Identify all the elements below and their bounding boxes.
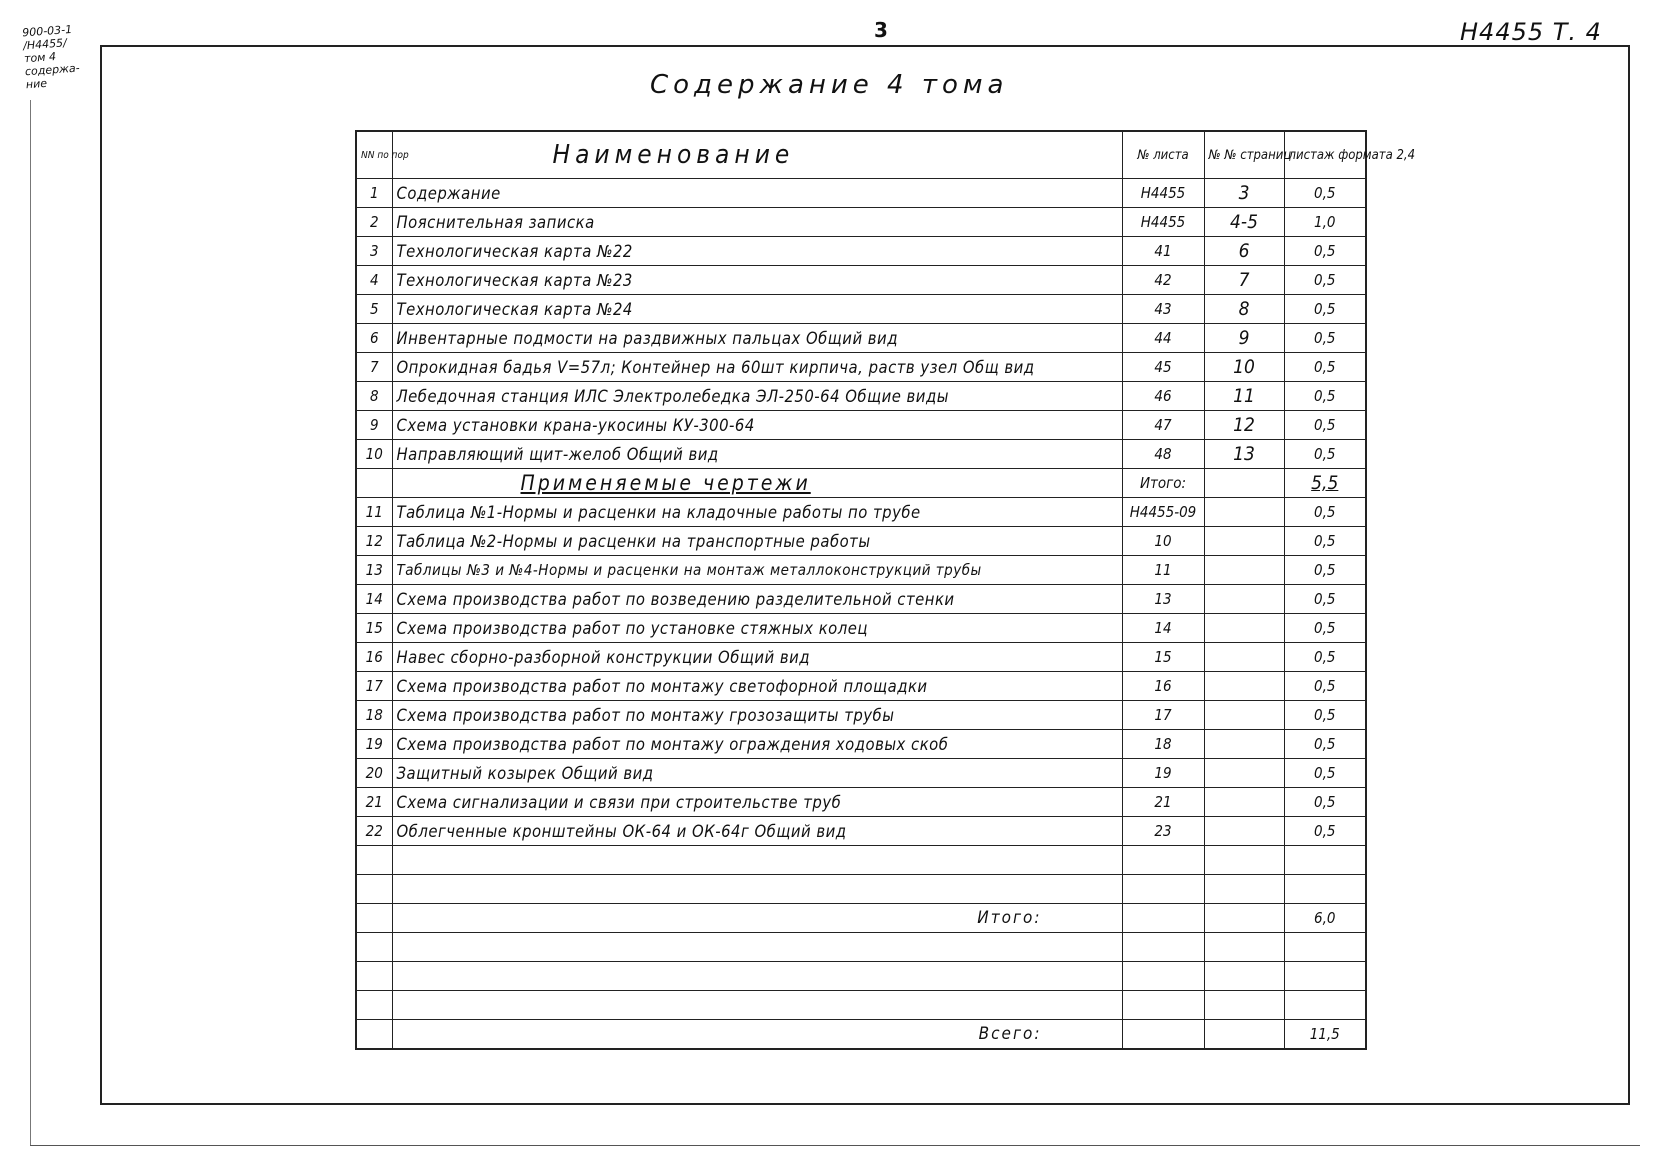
row-name: Инвентарные подмости на раздвижных пальцах Общий вид xyxy=(392,324,1122,353)
empty-row xyxy=(356,875,1366,904)
table-row xyxy=(356,759,1366,788)
row-sheet: 41 xyxy=(1122,237,1204,266)
row-pages: 13 xyxy=(1204,440,1284,469)
row-name: Схема установки крана-укосины КУ-300-64 xyxy=(392,411,1122,440)
table-row xyxy=(356,324,1366,353)
row-sheet: 11 xyxy=(1122,556,1204,585)
row-number: 10 xyxy=(356,440,392,469)
row-number: 14 xyxy=(356,585,392,614)
row-format: 0,5 xyxy=(1284,382,1366,411)
table-row xyxy=(356,498,1366,527)
table-row xyxy=(356,672,1366,701)
row-sheet: 42 xyxy=(1122,266,1204,295)
contents-table xyxy=(355,130,1416,1050)
row-name: Направляющий щит-желоб Общий вид xyxy=(392,440,1122,469)
row-pages: 8 xyxy=(1204,295,1284,324)
row-format: 0,5 xyxy=(1284,353,1366,382)
row-number: 6 xyxy=(356,324,392,353)
row-sheet: 21 xyxy=(1122,788,1204,817)
row-pages xyxy=(1204,585,1284,614)
row-number: 11 xyxy=(356,498,392,527)
row-name: Технологическая карта №23 xyxy=(392,266,1122,295)
table-row xyxy=(356,440,1366,469)
table-row xyxy=(356,411,1366,440)
row-pages xyxy=(1204,556,1284,585)
row-format: 0,5 xyxy=(1284,266,1366,295)
row-sheet: Н4455-09 xyxy=(1122,498,1204,527)
row-name: Таблица №2-Нормы и расценки на транспортные работы xyxy=(392,527,1122,556)
row-pages xyxy=(1204,730,1284,759)
margin-stamp xyxy=(22,22,92,91)
table-row xyxy=(356,295,1366,324)
row-format: 1,0 xyxy=(1284,208,1366,237)
row-number: 12 xyxy=(356,527,392,556)
margin-stamp-line: 900-03-1 xyxy=(21,22,73,40)
header-pages: № № страниц xyxy=(1204,131,1284,179)
subtotal-value: 5,5 xyxy=(1284,469,1366,498)
row-number: 3 xyxy=(356,237,392,266)
row-name: Навес сборно-разборной конструкции Общий вид xyxy=(392,643,1122,672)
empty-cell xyxy=(356,469,392,498)
table-row xyxy=(356,208,1366,237)
row-format: 0,5 xyxy=(1284,730,1366,759)
row-pages: 9 xyxy=(1204,324,1284,353)
row-name: Схема производства работ по монтажу грозозащиты трубы xyxy=(392,701,1122,730)
row-number: 16 xyxy=(356,643,392,672)
row-sheet: 10 xyxy=(1122,527,1204,556)
row-format: 0,5 xyxy=(1284,817,1366,846)
applied-drawings-heading: Применяемые чертежи xyxy=(392,469,1122,498)
row-format: 0,5 xyxy=(1284,672,1366,701)
row-number: 5 xyxy=(356,295,392,324)
row-sheet: 23 xyxy=(1122,817,1204,846)
row-number: 20 xyxy=(356,759,392,788)
row-pages xyxy=(1204,498,1284,527)
empty-cell xyxy=(1204,1020,1284,1050)
empty-cell xyxy=(356,1020,392,1050)
total-label: Всего: xyxy=(392,1020,1122,1050)
row-number: 1 xyxy=(356,179,392,208)
row-pages xyxy=(1204,527,1284,556)
row-sheet: 16 xyxy=(1122,672,1204,701)
total-value: 11,5 xyxy=(1284,1020,1366,1050)
row-sheet: 46 xyxy=(1122,382,1204,411)
row-pages: 6 xyxy=(1204,237,1284,266)
row-sheet: 18 xyxy=(1122,730,1204,759)
row-format: 0,5 xyxy=(1284,556,1366,585)
row-pages xyxy=(1204,643,1284,672)
row-pages xyxy=(1204,788,1284,817)
header-format: листаж формата 2,4 xyxy=(1284,131,1366,179)
row-sheet: 44 xyxy=(1122,324,1204,353)
margin-stamp-line: /Н4455/ xyxy=(22,36,68,53)
row-sheet: 17 xyxy=(1122,701,1204,730)
header-sheet: № листа xyxy=(1122,131,1204,179)
row-number: 22 xyxy=(356,817,392,846)
row-number: 13 xyxy=(356,556,392,585)
table-row xyxy=(356,585,1366,614)
margin-stamp-line: том 4 xyxy=(23,50,57,66)
row-sheet: 13 xyxy=(1122,585,1204,614)
row-sheet: 15 xyxy=(1122,643,1204,672)
row-sheet: 14 xyxy=(1122,614,1204,643)
empty-cell xyxy=(1204,469,1284,498)
row-format: 0,5 xyxy=(1284,759,1366,788)
row-format: 0,5 xyxy=(1284,788,1366,817)
row-name: Схема производства работ по установке стяжных колец xyxy=(392,614,1122,643)
row-name: Защитный козырек Общий вид xyxy=(392,759,1122,788)
row-pages: 7 xyxy=(1204,266,1284,295)
empty-row xyxy=(356,933,1366,962)
row-format: 0,5 xyxy=(1284,701,1366,730)
table-row xyxy=(356,382,1366,411)
table-row xyxy=(356,556,1366,585)
row-format: 0,5 xyxy=(1284,498,1366,527)
row-name: Содержание xyxy=(392,179,1122,208)
total-row xyxy=(356,1020,1366,1050)
row-pages: 11 xyxy=(1204,382,1284,411)
table-row xyxy=(356,701,1366,730)
row-number: 21 xyxy=(356,788,392,817)
table-header-row xyxy=(356,131,1366,179)
row-pages: 10 xyxy=(1204,353,1284,382)
table-row xyxy=(356,179,1366,208)
subtotal-row xyxy=(356,904,1366,933)
row-number: 9 xyxy=(356,411,392,440)
row-pages xyxy=(1204,817,1284,846)
empty-cell xyxy=(1122,904,1204,933)
header-number: NN по пор xyxy=(356,131,392,179)
page-number: 3 xyxy=(874,18,888,42)
row-name: Схема производства работ по монтажу ограждения ходовых скоб xyxy=(392,730,1122,759)
empty-row xyxy=(356,962,1366,991)
table-body xyxy=(356,179,1366,1050)
row-number: 15 xyxy=(356,614,392,643)
row-pages xyxy=(1204,701,1284,730)
subtotal-label: Итого: xyxy=(392,904,1122,933)
row-number: 4 xyxy=(356,266,392,295)
row-number: 17 xyxy=(356,672,392,701)
row-number: 8 xyxy=(356,382,392,411)
row-format: 0,5 xyxy=(1284,614,1366,643)
row-name: Схема производства работ по монтажу светофорной площадки xyxy=(392,672,1122,701)
outer-border-left xyxy=(30,100,31,1145)
empty-cell xyxy=(1122,1020,1204,1050)
table-row xyxy=(356,643,1366,672)
row-pages: 3 xyxy=(1204,179,1284,208)
row-name: Таблица №1-Нормы и расценки на кладочные работы по трубе xyxy=(392,498,1122,527)
row-name: Опрокидная бадья V=57л; Контейнер на 60шт кирпича, раств узел Общ вид xyxy=(392,353,1122,382)
row-sheet: 19 xyxy=(1122,759,1204,788)
document-title: Содержание 4 тома xyxy=(650,70,1009,100)
table-row xyxy=(356,266,1366,295)
empty-row xyxy=(356,991,1366,1020)
row-number: 18 xyxy=(356,701,392,730)
row-pages xyxy=(1204,672,1284,701)
table-row xyxy=(356,353,1366,382)
row-name: Облегченные кронштейны ОК-64 и ОК-64г Общий вид xyxy=(392,817,1122,846)
subtotal-value: 6,0 xyxy=(1284,904,1366,933)
row-name: Технологическая карта №22 xyxy=(392,237,1122,266)
row-sheet: 43 xyxy=(1122,295,1204,324)
row-sheet: Н4455 xyxy=(1122,208,1204,237)
margin-stamp-line: содержа- xyxy=(24,61,81,79)
row-format: 0,5 xyxy=(1284,440,1366,469)
row-name: Схема сигнализации и связи при строительстве труб xyxy=(392,788,1122,817)
row-format: 0,5 xyxy=(1284,527,1366,556)
subtotal-row xyxy=(356,469,1366,498)
row-format: 0,5 xyxy=(1284,179,1366,208)
row-number: 7 xyxy=(356,353,392,382)
row-pages: 4-5 xyxy=(1204,208,1284,237)
row-pages: 12 xyxy=(1204,411,1284,440)
table-row xyxy=(356,527,1366,556)
table-row xyxy=(356,817,1366,846)
row-format: 0,5 xyxy=(1284,411,1366,440)
row-format: 0,5 xyxy=(1284,643,1366,672)
row-name: Технологическая карта №24 xyxy=(392,295,1122,324)
row-number: 2 xyxy=(356,208,392,237)
table-row xyxy=(356,730,1366,759)
table-row xyxy=(356,788,1366,817)
row-sheet: 45 xyxy=(1122,353,1204,382)
row-number: 19 xyxy=(356,730,392,759)
row-pages xyxy=(1204,759,1284,788)
row-format: 0,5 xyxy=(1284,324,1366,353)
row-format: 0,5 xyxy=(1284,237,1366,266)
table-row xyxy=(356,237,1366,266)
row-name: Лебедочная станция ИЛС Электролебедка ЭЛ-250-64 Общие виды xyxy=(392,382,1122,411)
sheet-code: Н4455 Т. 4 xyxy=(1460,18,1602,46)
table-row xyxy=(356,614,1366,643)
row-sheet: Н4455 xyxy=(1122,179,1204,208)
row-name: Таблицы №3 и №4-Нормы и расценки на монтаж металлоконструкций трубы xyxy=(392,556,1122,585)
empty-row xyxy=(356,846,1366,875)
header-name: Наименование xyxy=(392,131,1122,179)
outer-border-bottom xyxy=(30,1145,1640,1146)
row-pages xyxy=(1204,614,1284,643)
empty-cell xyxy=(356,904,392,933)
row-name: Пояснительная записка xyxy=(392,208,1122,237)
row-name: Схема производства работ по возведению разделительной стенки xyxy=(392,585,1122,614)
row-format: 0,5 xyxy=(1284,295,1366,324)
subtotal-label: Итого: xyxy=(1122,469,1204,498)
row-format: 0,5 xyxy=(1284,585,1366,614)
empty-cell xyxy=(1204,904,1284,933)
row-sheet: 48 xyxy=(1122,440,1204,469)
row-sheet: 47 xyxy=(1122,411,1204,440)
margin-stamp-line: ние xyxy=(25,76,48,92)
